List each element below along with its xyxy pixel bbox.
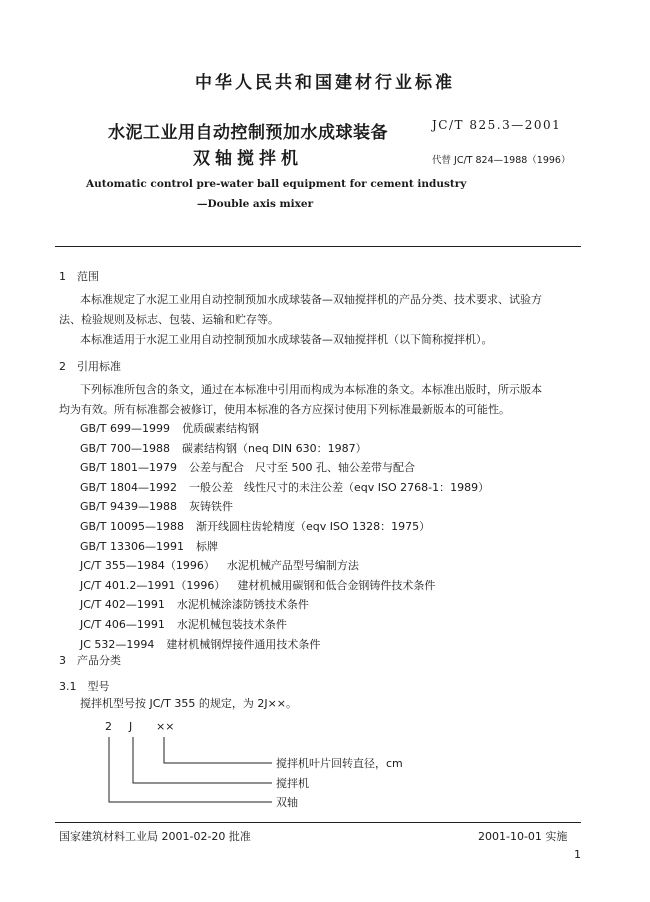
label-blade-diameter: 搅拌机叶片回转直径，cm — [276, 757, 403, 770]
reference-title: 水泥机械包装技术条件 — [176, 618, 287, 631]
page-number: 1 — [574, 848, 581, 861]
scope-paragraph-2: 本标准适用于水泥工业用自动控制预加水成球装备—双轴搅拌机（以下简称搅拌机）。 — [80, 333, 493, 346]
reference-title: 水泥机械涂漆防锈技术条件 — [176, 598, 309, 612]
reference-code: JC/T 402—1991 — [80, 598, 165, 612]
refs-intro-line1: 下列标准所包含的条文，通过在本标准中引用而构成为本标准的条文。本标准出版时，所示版本 — [80, 383, 542, 396]
section-scope-heading: 1 范围 — [59, 270, 99, 283]
reference-title: 建材机械用碳钢和低合金钢铸件技术条件 — [237, 578, 436, 592]
mixer-leader-line — [133, 737, 272, 783]
reference-item — [80, 479, 489, 495]
reference-code: GB/T 9439—1988 — [80, 500, 177, 514]
reference-title: 水泥机械产品型号编制方法 — [226, 559, 359, 573]
reference-item — [80, 518, 430, 534]
model-code-j: J — [129, 720, 133, 733]
scope-paragraph-line2: 法、检验规则及标志、包装、运输和贮存等。 — [59, 313, 279, 326]
scope-paragraph-line1: 本标准规定了水泥工业用自动控制预加水成球装备—双轴搅拌机的产品分类、技术要求、试验方 — [80, 293, 542, 306]
reference-item — [80, 459, 415, 475]
reference-item — [80, 577, 435, 593]
reference-title: 渐开线圆柱齿轮精度（eqv ISO 1328：1975） — [195, 520, 431, 533]
reference-code: JC/T 355—1984（1996） — [80, 559, 215, 573]
reference-title: 公差与配合 尺寸至 500 孔、轴公差带与配合 — [188, 461, 415, 475]
label-mixer: 搅拌机 — [276, 777, 309, 790]
document-title-line1: 水泥工业用自动控制预加水成球装备 — [108, 123, 388, 143]
footer-divider — [55, 822, 581, 823]
issuing-body-title: 中华人民共和国建材行业标准 — [195, 73, 455, 93]
reference-code: JC/T 406—1991 — [80, 618, 165, 631]
refs-intro-line2: 均为有效。所有标准都会被修订，使用本标准的各方应探讨使用下列标准最新版本的可能性。 — [59, 403, 510, 416]
header-divider — [55, 246, 581, 247]
reference-item — [80, 440, 367, 456]
english-title-line2: —Double axis mixer — [197, 198, 314, 210]
reference-code: GB/T 10095—1988 — [80, 520, 184, 533]
reference-item — [80, 538, 218, 554]
reference-item — [80, 557, 359, 573]
reference-code: GB/T 13306—1991 — [80, 539, 184, 553]
reference-item — [80, 636, 320, 652]
model-code-2: 2 — [105, 720, 112, 733]
reference-item — [80, 498, 233, 514]
section-refs-heading: 2 引用标准 — [59, 360, 121, 373]
subsection-model-heading: 3.1 型号 — [59, 680, 110, 693]
reference-title: 标牌 — [195, 539, 218, 553]
reference-item — [80, 420, 259, 436]
reference-title: 建材机械钢焊接件通用技术条件 — [166, 637, 321, 651]
replaces-standard: 代替 JC/T 824—1988（1996） — [432, 155, 571, 166]
reference-title: 一般公差 线性尺寸的未注公差（eqv ISO 2768-1：1989） — [188, 480, 490, 494]
reference-code: GB/T 699—1999 — [80, 422, 170, 435]
reference-code: GB/T 1801—1979 — [80, 461, 177, 475]
reference-code: GB/T 1804—1992 — [80, 480, 177, 494]
reference-item — [80, 596, 309, 612]
standard-number: JC/T 825.3—2001 — [432, 118, 562, 132]
reference-item — [80, 616, 287, 632]
diameter-leader-line — [164, 737, 272, 763]
label-double-shaft: 双轴 — [276, 796, 298, 809]
shaft-leader-line — [109, 737, 272, 802]
document-title-line2: 双轴搅拌机 — [193, 149, 303, 169]
implementation-date: 2001-10-01 实施 — [478, 830, 568, 843]
reference-code: JC 532—1994 — [80, 637, 155, 651]
model-description: 搅拌机型号按 JC/T 355 的规定，为 2J××。 — [80, 697, 298, 710]
model-code-xx: ×× — [156, 720, 175, 733]
reference-code: GB/T 700—1988 — [80, 441, 170, 455]
reference-title: 碳素结构钢（neq DIN 630：1987） — [181, 441, 367, 455]
approval-info: 国家建筑材料工业局 2001-02-20 批准 — [59, 830, 251, 843]
reference-title: 优质碳素结构钢 — [181, 422, 259, 435]
english-title-line1: Automatic control pre-water ball equipment for cement industry — [86, 178, 467, 190]
reference-code: JC/T 401.2—1991（1996） — [80, 578, 226, 592]
section-classification-heading: 3 产品分类 — [59, 654, 121, 667]
reference-title: 灰铸铁件 — [188, 500, 233, 514]
